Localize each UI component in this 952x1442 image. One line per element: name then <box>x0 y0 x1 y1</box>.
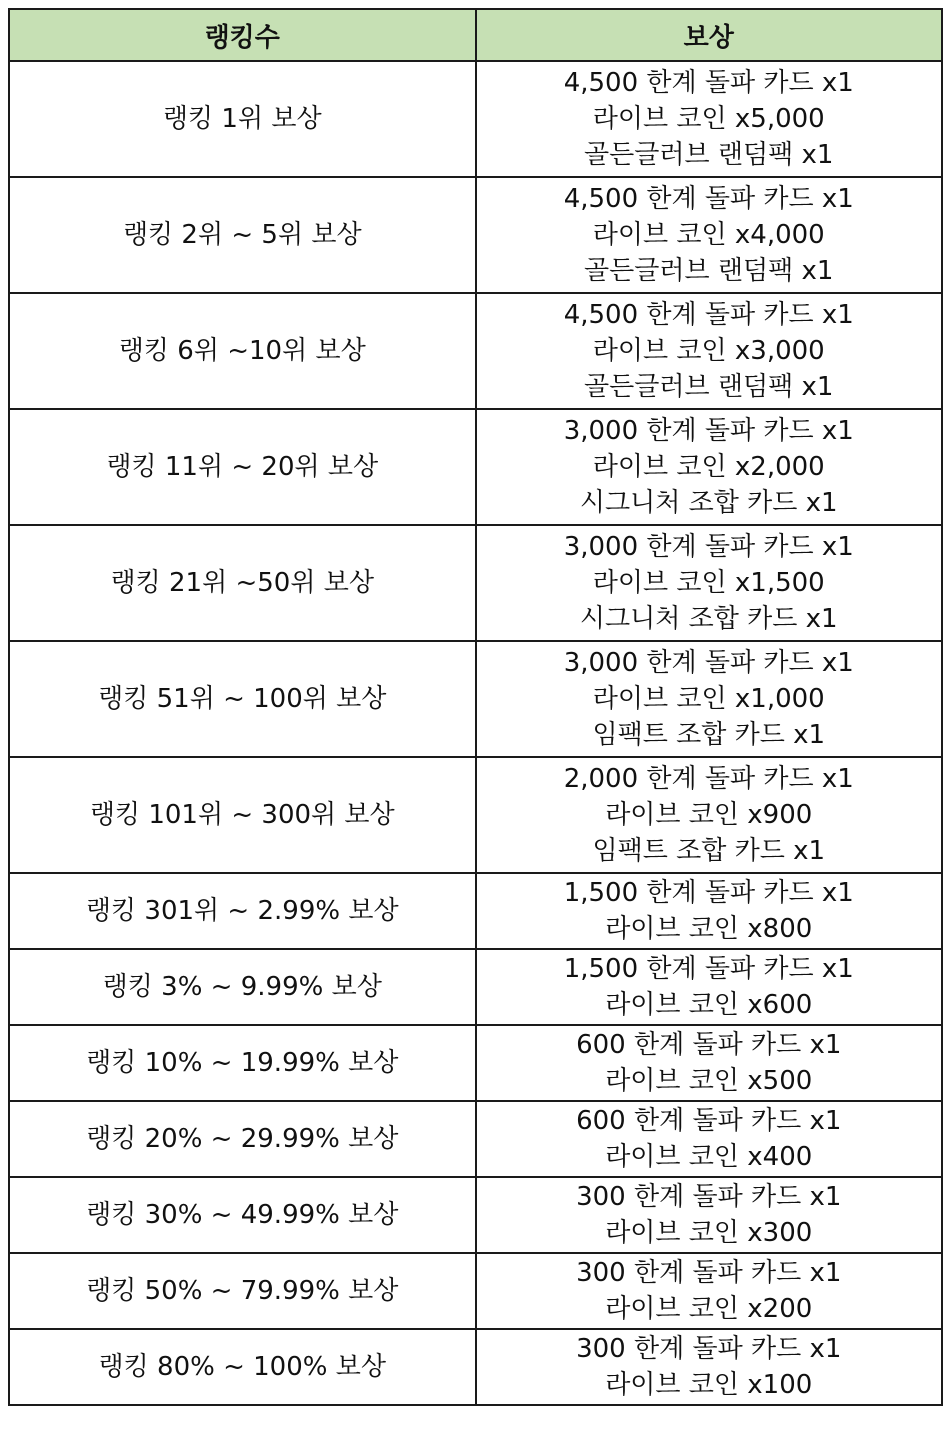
reward-line: 3,000 한계 돌파 카드 x1 <box>563 532 854 562</box>
header-row <box>9 9 942 61</box>
table-body <box>9 61 942 1405</box>
rank-cell: 랭킹 30% ~ 49.99% 보상 <box>9 1177 476 1253</box>
reward-cell <box>476 1101 943 1177</box>
reward-line: 3,000 한계 돌파 카드 x1 <box>563 648 854 678</box>
ranking-reward-table <box>8 8 943 1406</box>
reward-line: 4,500 한계 돌파 카드 x1 <box>563 300 854 330</box>
reward-line: 임팩트 조합 카드 x1 <box>592 720 826 750</box>
rank-cell: 랭킹 101위 ~ 300위 보상 <box>9 757 476 873</box>
rank-cell: 랭킹 20% ~ 29.99% 보상 <box>9 1101 476 1177</box>
table-row <box>9 177 942 293</box>
reward-line: 시그니처 조합 카드 x1 <box>579 488 838 518</box>
reward-line: 라이브 코인 x4,000 <box>592 220 825 250</box>
reward-cell <box>476 757 943 873</box>
reward-line: 라이브 코인 x1,500 <box>592 568 825 598</box>
table-row <box>9 525 942 641</box>
reward-line: 골든글러브 랜덤팩 x1 <box>584 140 834 170</box>
reward-cell <box>476 61 943 177</box>
rank-column-header: 랭킹수 <box>9 9 476 61</box>
rank-cell: 랭킹 6위 ~10위 보상 <box>9 293 476 409</box>
reward-cell <box>476 1025 943 1101</box>
rank-cell: 랭킹 301위 ~ 2.99% 보상 <box>9 873 476 949</box>
reward-cell <box>476 641 943 757</box>
reward-line: 라이브 코인 x2,000 <box>592 452 825 482</box>
reward-line: 1,500 한계 돌파 카드 x1 <box>563 954 854 984</box>
table-row <box>9 1329 942 1405</box>
rank-cell: 랭킹 11위 ~ 20위 보상 <box>9 409 476 525</box>
reward-cell <box>476 293 943 409</box>
reward-line: 1,500 한계 돌파 카드 x1 <box>563 878 854 908</box>
reward-line: 라이브 코인 x500 <box>605 1066 813 1096</box>
reward-line: 3,000 한계 돌파 카드 x1 <box>563 416 854 446</box>
reward-line: 라이브 코인 x3,000 <box>592 336 825 366</box>
reward-line: 시그니처 조합 카드 x1 <box>579 604 838 634</box>
reward-column-header: 보상 <box>476 9 943 61</box>
reward-cell <box>476 1177 943 1253</box>
rank-cell: 랭킹 21위 ~50위 보상 <box>9 525 476 641</box>
table-row <box>9 641 942 757</box>
rank-cell: 랭킹 2위 ~ 5위 보상 <box>9 177 476 293</box>
rank-cell: 랭킹 80% ~ 100% 보상 <box>9 1329 476 1405</box>
table-row <box>9 1025 942 1101</box>
reward-line: 4,500 한계 돌파 카드 x1 <box>563 184 854 214</box>
reward-cell <box>476 1253 943 1329</box>
reward-cell <box>476 177 943 293</box>
rank-cell: 랭킹 1위 보상 <box>9 61 476 177</box>
reward-line: 라이브 코인 x5,000 <box>592 104 825 134</box>
reward-cell <box>476 949 943 1025</box>
table-row <box>9 949 942 1025</box>
table-row <box>9 873 942 949</box>
reward-line: 300 한계 돌파 카드 x1 <box>576 1334 842 1364</box>
reward-line: 라이브 코인 x600 <box>605 990 813 1020</box>
table-header <box>9 9 942 61</box>
reward-cell <box>476 409 943 525</box>
reward-line: 라이브 코인 x400 <box>605 1142 813 1172</box>
reward-line: 라이브 코인 x900 <box>605 800 813 830</box>
reward-line: 라이브 코인 x100 <box>605 1370 813 1400</box>
table-row <box>9 293 942 409</box>
reward-cell <box>476 873 943 949</box>
reward-line: 2,000 한계 돌파 카드 x1 <box>563 764 854 794</box>
reward-line: 300 한계 돌파 카드 x1 <box>576 1258 842 1288</box>
reward-line: 600 한계 돌파 카드 x1 <box>576 1106 842 1136</box>
reward-line: 600 한계 돌파 카드 x1 <box>576 1030 842 1060</box>
reward-line: 임팩트 조합 카드 x1 <box>592 836 826 866</box>
table-row <box>9 757 942 873</box>
reward-line: 라이브 코인 x300 <box>605 1218 813 1248</box>
reward-line: 골든글러브 랜덤팩 x1 <box>584 372 834 402</box>
reward-cell <box>476 1329 943 1405</box>
reward-line: 라이브 코인 x1,000 <box>592 684 825 714</box>
reward-line: 골든글러브 랜덤팩 x1 <box>584 256 834 286</box>
rank-cell: 랭킹 3% ~ 9.99% 보상 <box>9 949 476 1025</box>
table-row <box>9 61 942 177</box>
table-row <box>9 1177 942 1253</box>
reward-cell <box>476 525 943 641</box>
table-row <box>9 1101 942 1177</box>
reward-line: 300 한계 돌파 카드 x1 <box>576 1182 842 1212</box>
table-row <box>9 409 942 525</box>
reward-line: 라이브 코인 x200 <box>605 1294 813 1324</box>
rank-cell: 랭킹 51위 ~ 100위 보상 <box>9 641 476 757</box>
reward-line: 4,500 한계 돌파 카드 x1 <box>563 68 854 98</box>
rank-cell: 랭킹 50% ~ 79.99% 보상 <box>9 1253 476 1329</box>
rank-cell: 랭킹 10% ~ 19.99% 보상 <box>9 1025 476 1101</box>
table-row <box>9 1253 942 1329</box>
reward-line: 라이브 코인 x800 <box>605 914 813 944</box>
